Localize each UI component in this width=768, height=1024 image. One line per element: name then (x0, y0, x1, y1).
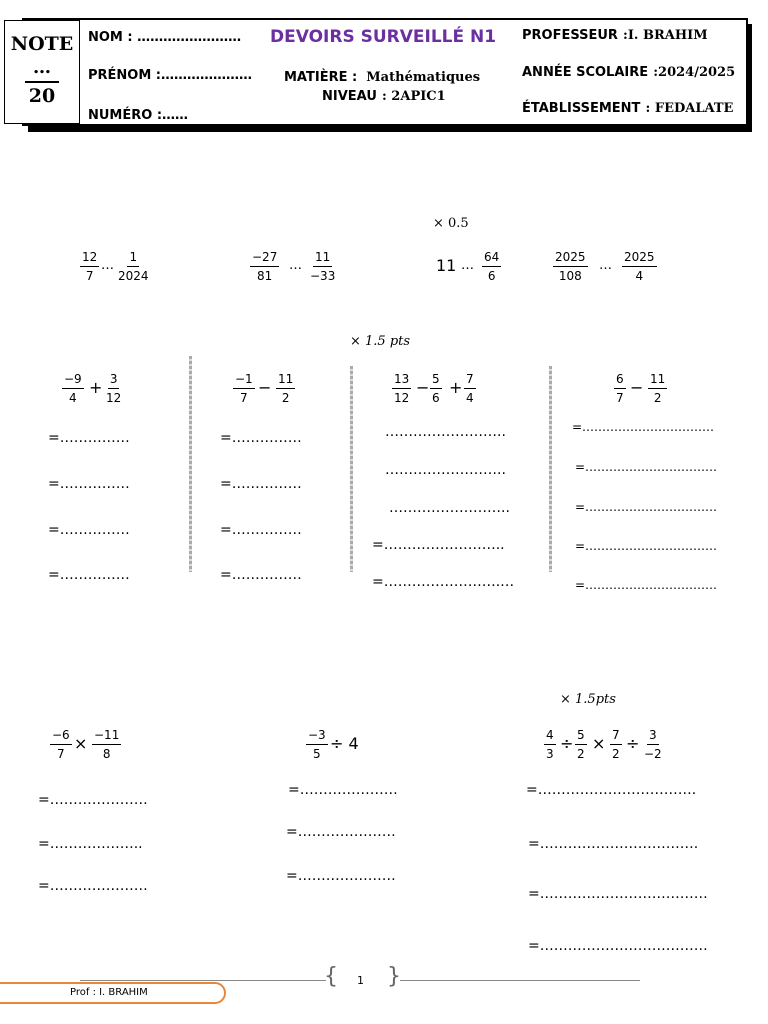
ex3-expr3-fraction-b: $\frac{5}{2}$ (577, 728, 585, 761)
ex2-expr4-operator: − (630, 378, 644, 397)
nom-field: NOM : …………………… (88, 30, 242, 45)
ex2-expr1-operator: + (89, 378, 103, 397)
etablissement-value: : FEDALATE (645, 101, 734, 116)
answer-line[interactable]: =…………… (48, 522, 130, 538)
ex2-expr2-fraction-a: $\frac{-1}{7}$ (235, 372, 253, 405)
answer-line[interactable]: …………………….. (389, 500, 510, 516)
answer-line[interactable]: =…………… (48, 476, 130, 492)
answer-line[interactable]: =…………… (48, 430, 130, 446)
answer-line[interactable]: =…………… (220, 567, 302, 583)
ex2-expr3-fraction-a: $\frac{13}{12}$ (394, 372, 410, 405)
annee-line (522, 61, 735, 80)
ex3-expr3-operator-3: ÷ (626, 734, 640, 753)
answer-line[interactable]: =…………………………… (575, 460, 718, 474)
ex1-fraction-1a: $\frac{12}{7}$ (82, 250, 98, 283)
answer-line[interactable]: =…………………………… (572, 420, 715, 434)
ex1-comparison-dots-4: … (599, 258, 612, 273)
numero-field: NUMÉRO :…… (88, 108, 189, 123)
ex1-fraction-3b: $\frac{64}{6}$ (484, 250, 500, 283)
answer-line[interactable]: =………………… (38, 792, 148, 808)
ex1-fraction-1b: $\frac{1}{2024}$ (118, 250, 149, 283)
grade-value: … (33, 57, 51, 78)
grade-box (4, 20, 80, 124)
ex2-expr3-operator-1: − (416, 378, 430, 397)
answer-line[interactable]: =…………… (48, 567, 130, 583)
ex1-integer-3: 11 (436, 256, 457, 275)
niveau-value: : 2APIC1 (381, 89, 446, 104)
ex1-fraction-2a: $\frac{-27}{81}$ (252, 250, 278, 283)
answer-line[interactable]: =…………………….. (372, 537, 505, 553)
ex3-expr3-fraction-d: $\frac{3}{-2}$ (644, 728, 662, 761)
ex3-expr2-fraction-a: $\frac{-3}{5}$ (308, 728, 326, 761)
ex2-points: × 1.5 pts (350, 334, 411, 349)
matiere-label: MATIÈRE : (284, 70, 358, 85)
ex2-expr1-fraction-b: $\frac{3}{12}$ (106, 372, 122, 405)
ex1-comparison-dots-2: … (289, 258, 302, 273)
answer-line[interactable]: =…………………….… (372, 574, 515, 590)
ex2-expr2-fraction-b: $\frac{11}{2}$ (278, 372, 294, 405)
ex1-comparison-dots-1: … (101, 258, 114, 273)
niveau-line (322, 85, 446, 104)
column-separator (549, 366, 552, 572)
ex2-expr2-operator: − (258, 378, 272, 397)
answer-line[interactable]: =……………………………. (528, 836, 699, 852)
answer-line[interactable]: =…………… (220, 430, 302, 446)
column-separator (189, 356, 192, 572)
ex3-expr3-fraction-a: $\frac{4}{3}$ (546, 728, 554, 761)
answer-line[interactable]: =………………… (38, 878, 148, 894)
grade-fraction-line (25, 81, 59, 83)
answer-line[interactable]: …………………….. (385, 424, 506, 440)
ex3-expr1-operator: × (74, 734, 88, 753)
professeur-line (522, 24, 708, 43)
ex1-fraction-4a: $\frac{2025}{108}$ (555, 250, 586, 283)
page-number: 1 (357, 974, 364, 987)
grade-total: 20 (28, 85, 56, 107)
answer-line[interactable]: =………………… (286, 868, 396, 884)
ex3-expr1-fraction-a: $\frac{-6}{7}$ (52, 728, 70, 761)
ex2-expr3-operator-2: + (449, 378, 463, 397)
answer-line[interactable]: =………………… (286, 824, 396, 840)
ex2-expr4-fraction-a: $\frac{6}{7}$ (616, 372, 624, 405)
ex2-expr1-fraction-a: $\frac{-9}{4}$ (64, 372, 82, 405)
footer-author: Prof : I. BRAHIM (70, 987, 148, 998)
prenom-field: PRÉNOM :………………… (88, 68, 253, 83)
ex3-expr3-fraction-c: $\frac{7}{2}$ (612, 728, 620, 761)
matiere-line (284, 66, 480, 85)
ex3-expr3-operator-2: × (592, 734, 606, 753)
footer-rule-right (400, 980, 640, 981)
answer-line[interactable]: …………………….. (385, 462, 506, 478)
answer-line[interactable]: =…………………………… (575, 578, 718, 592)
answer-line[interactable]: =……………….. (38, 836, 143, 852)
ex1-comparison-dots-3: … (461, 258, 474, 273)
annee-label: ANNÉE SCOLAIRE (522, 65, 649, 80)
ex1-points: × 0.5 (433, 216, 469, 231)
ex3-expr3-operator-1: ÷ (560, 734, 574, 753)
ex1-fraction-2b: $\frac{11}{-33}$ (310, 250, 336, 283)
matiere-value: Mathématiques (366, 70, 481, 85)
answer-line[interactable]: =…………………………… (575, 539, 718, 553)
niveau-label: NIVEAU (322, 89, 377, 104)
ex2-expr3-fraction-c: $\frac{7}{4}$ (466, 372, 474, 405)
professeur-value: :I. BRAHIM (623, 28, 708, 43)
answer-line[interactable]: =…………… (220, 476, 302, 492)
ex3-expr2-operator: ÷ 4 (330, 734, 359, 753)
etablissement-label: ÉTABLISSEMENT (522, 101, 641, 116)
answer-line[interactable]: =……………………………. (526, 782, 697, 798)
page-bracket-right: } (387, 964, 401, 989)
answer-line[interactable]: =…………………………… (575, 500, 718, 514)
etablissement-line (522, 97, 733, 116)
page-bracket-left: { (324, 964, 338, 989)
grade-label: NOTE (10, 33, 74, 55)
ex1-fraction-4b: $\frac{2025}{4}$ (624, 250, 655, 283)
professeur-label: PROFESSEUR (522, 28, 618, 43)
answer-line[interactable]: =………………… (288, 782, 398, 798)
answer-line[interactable]: =…………… (220, 522, 302, 538)
ex2-expr3-fraction-b: $\frac{5}{6}$ (432, 372, 440, 405)
column-separator (350, 366, 353, 572)
annee-value: :2024/2025 (653, 65, 736, 80)
answer-line[interactable]: =……………………………… (528, 938, 708, 954)
ex3-expr1-fraction-b: $\frac{-11}{8}$ (94, 728, 120, 761)
ex3-points: × 1.5pts (560, 692, 616, 707)
footer-rule-left (80, 980, 326, 981)
page-title: DEVOIRS SURVEILLÉ N1 (270, 27, 497, 47)
ex2-expr4-fraction-b: $\frac{11}{2}$ (650, 372, 666, 405)
answer-line[interactable]: =……………………………… (528, 886, 708, 902)
